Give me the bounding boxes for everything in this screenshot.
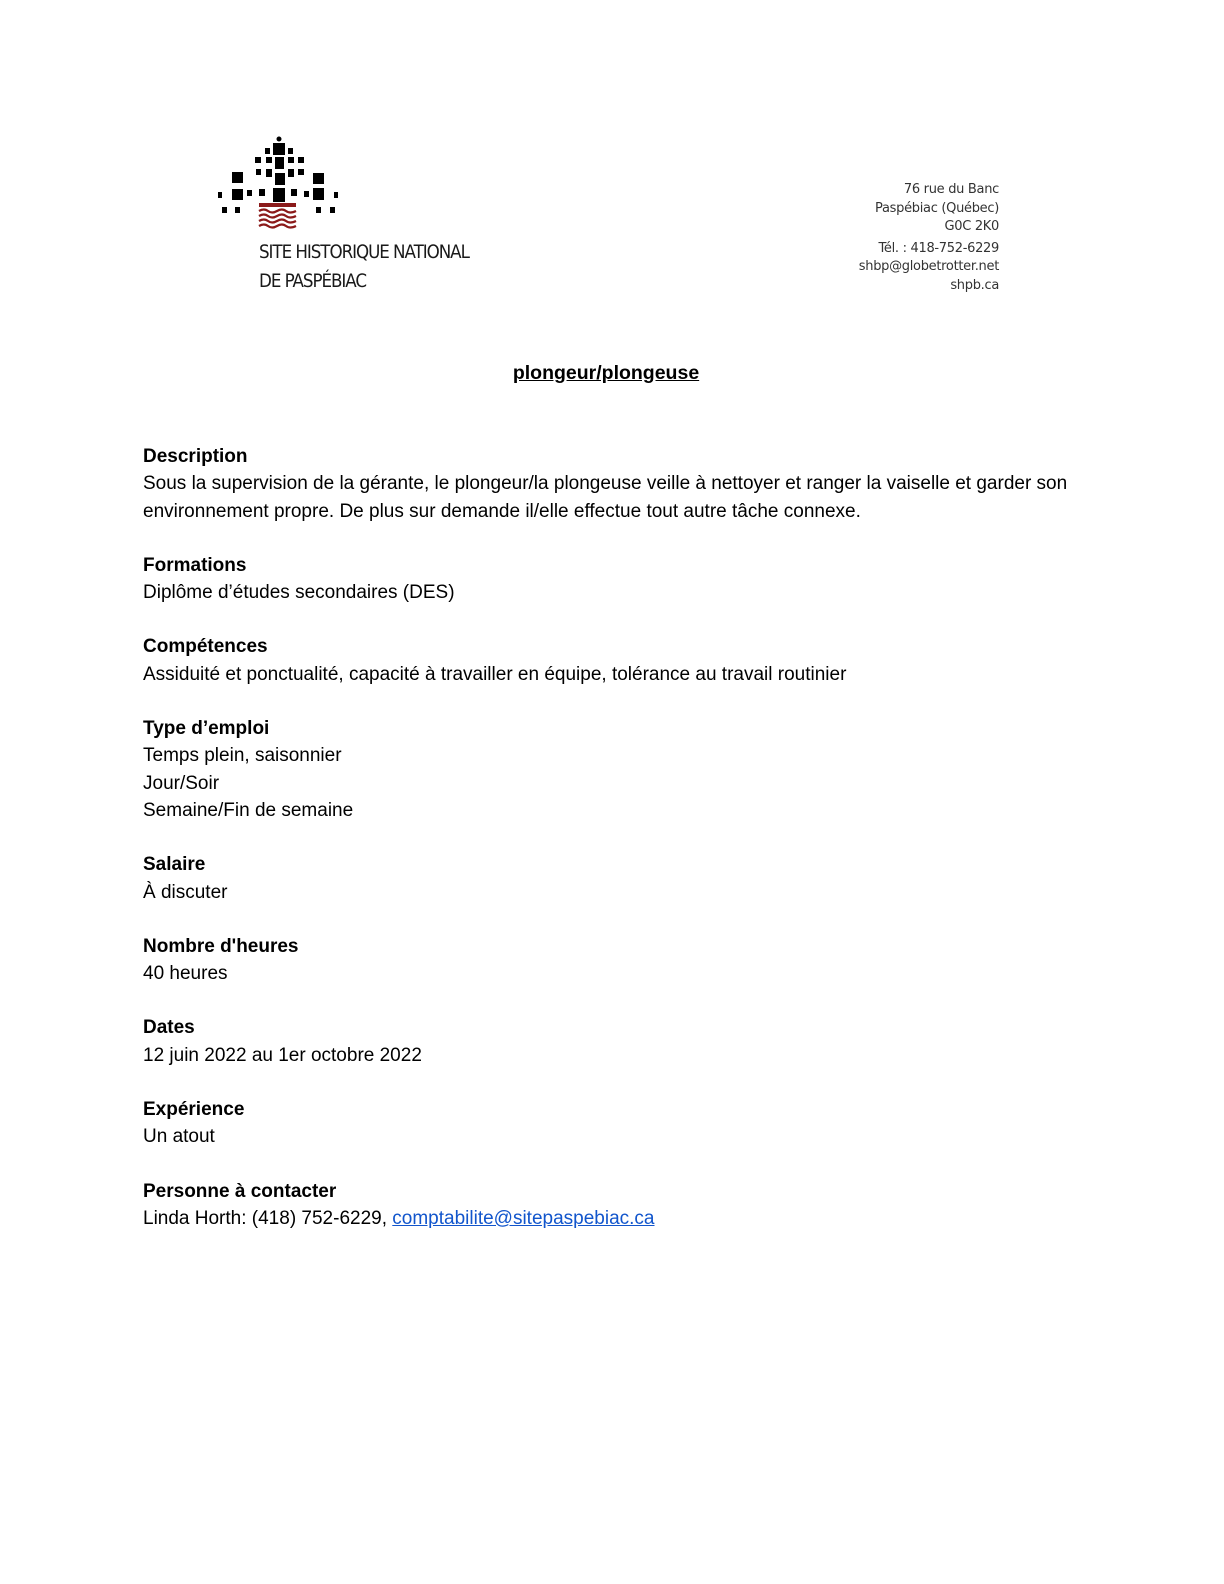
section-heading: Formations [143,554,247,576]
contact-text: Linda Horth: (418) 752-6229, [143,1207,393,1229]
section-heading: Dates [143,1017,195,1039]
site-logo [216,134,476,294]
section-text: 12 juin 2022 au 1er octobre 2022 [143,1044,422,1066]
contact-line [143,1205,1083,1232]
section-heading: Compétences [143,636,268,658]
section-salaire [143,851,1083,906]
job-details [143,443,1083,1259]
section-text: Sous la supervision de la gérante, le plongeur/la plongeuse veille à nettoyer et ranger la vaiselle et garder son environnement propre. De plus sur demande il/elle effectue tout autre tâche connexe. [143,473,1068,522]
logo-mark-icon [216,134,346,234]
section-text: Semaine/Fin de semaine [143,799,354,821]
logo-line-2: DE PASPÉBIAC [259,270,367,292]
section-dates [143,1014,1083,1069]
section-text: Diplôme d’études secondaires (DES) [143,582,455,604]
section-formations [143,552,1083,607]
address-website: shpb.ca [950,277,999,293]
section-type-emploi [143,715,1083,824]
section-text: Un atout [143,1126,215,1148]
address-block [859,181,999,295]
logo-line-1: SITE HISTORIQUE NATIONAL [259,241,469,263]
contact-email-link[interactable]: comptabilite@sitepaspebiac.ca [392,1207,655,1229]
section-experience [143,1096,1083,1151]
section-heading: Salaire [143,854,206,876]
waves-icon [259,203,296,228]
address-street: 76 rue du Banc [903,182,999,197]
address-postal: G0C 2K0 [944,219,999,234]
section-heading: Type d’emploi [143,718,270,740]
address-city: Paspébiac (Québec) [875,200,999,216]
section-heading: Personne à contacter [143,1180,337,1202]
address-phone: Tél. : 418-752-6229 [878,240,999,256]
page-title: plongeur/plongeuse [512,362,700,384]
section-contact [143,1178,1083,1233]
section-text: 40 heures [143,963,228,985]
section-heading: Expérience [143,1099,245,1121]
section-text: Temps plein, saisonnier [143,745,342,767]
address-email: shbp@globetrotter.net [858,259,999,274]
section-competences [143,633,1083,688]
section-description [143,443,1083,525]
section-heading: Nombre d'heures [143,935,299,957]
logo-text [259,238,469,296]
section-heures [143,933,1083,988]
section-text: Assiduité et ponctualité, capacité à travailler en équipe, tolérance au travail routinier [143,663,847,685]
section-heading: Description [143,446,248,467]
section-text: À discuter [143,881,228,903]
section-text: Jour/Soir [143,772,220,794]
